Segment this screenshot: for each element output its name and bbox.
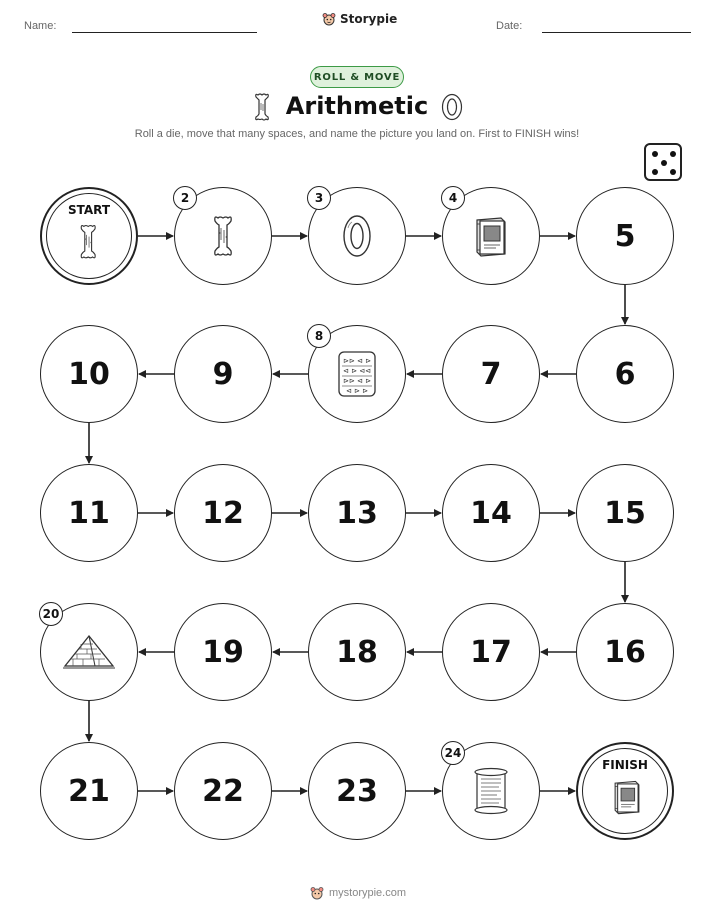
space-number-badge: 4: [441, 186, 465, 210]
board-space-5: [576, 187, 674, 285]
board-space-11: [40, 464, 138, 562]
bone-icon: [211, 214, 235, 258]
space-number: 14: [470, 495, 512, 531]
book-icon: [471, 214, 511, 258]
board-space-6: [576, 325, 674, 423]
board-space-12: [174, 464, 272, 562]
space-number: 18: [336, 634, 378, 670]
cuneiform-tablet-icon: [333, 349, 381, 399]
board-space-14: [442, 464, 540, 562]
space-number: 11: [68, 495, 110, 531]
space-number: 12: [202, 495, 244, 531]
board-space-19: [174, 603, 272, 701]
board-space-3: [308, 187, 406, 285]
board-space-8: [308, 325, 406, 423]
book-icon: [610, 778, 644, 819]
svg-text:⊲ ⊳ ⊲⊲: ⊲ ⊳ ⊲⊲: [343, 367, 371, 375]
finish-label: FINISH: [602, 758, 648, 772]
board-space-13: [308, 464, 406, 562]
footer: [310, 886, 406, 900]
board-space-9: [174, 325, 272, 423]
board-space-15: [576, 464, 674, 562]
svg-text:⊲ ⊳ ⊳: ⊲ ⊳ ⊳: [345, 387, 369, 395]
space-number-badge: 24: [441, 741, 465, 765]
board-space-21: [40, 742, 138, 840]
board-space-18: [308, 603, 406, 701]
space-number: 7: [480, 356, 502, 392]
space-number-badge: 2: [173, 186, 197, 210]
space-number: 6: [614, 356, 636, 392]
space-number: 16: [604, 634, 646, 670]
pyramid-icon: [61, 632, 117, 672]
svg-text:⊳⊳ ⊲ ⊳: ⊳⊳ ⊲ ⊳: [343, 377, 371, 385]
space-number: 19: [202, 634, 244, 670]
board-space-25: [576, 742, 674, 840]
space-number: 23: [336, 773, 378, 809]
board-space-24: [442, 742, 540, 840]
board-space-16: [576, 603, 674, 701]
board-space-7: [442, 325, 540, 423]
board-space-1: [40, 187, 138, 285]
space-number: 5: [614, 218, 636, 254]
date-label: Date:: [496, 20, 523, 32]
board-space-10: [40, 325, 138, 423]
name-label: Name:: [24, 20, 57, 32]
board-space-22: [174, 742, 272, 840]
start-label: START: [67, 203, 111, 217]
roll-and-move-badge: ROLL & MOVE: [310, 66, 404, 88]
space-number-badge: 20: [39, 602, 63, 626]
space-number: 9: [212, 356, 234, 392]
brand-name: Storypie: [340, 12, 398, 26]
mascot-icon: [310, 886, 324, 900]
space-number: 15: [604, 495, 646, 531]
zero-digit-icon: [341, 213, 373, 259]
space-number: 10: [68, 356, 110, 392]
scroll-icon: [469, 766, 513, 816]
footer-site: mystorypie.com: [329, 887, 407, 899]
instructions: Roll a die, move that many spaces, and name the picture you land on. First to FINISH wins!: [134, 128, 580, 140]
space-number: 21: [68, 773, 110, 809]
space-number: 13: [336, 495, 378, 531]
board-space-20: [40, 603, 138, 701]
space-number: 22: [202, 773, 244, 809]
board-space-17: [442, 603, 540, 701]
space-number-badge: 3: [307, 186, 331, 210]
space-number: 17: [470, 634, 512, 670]
svg-text:⊳⊳ ⊲ ⊳: ⊳⊳ ⊲ ⊳: [343, 357, 371, 365]
board-space-2: [174, 187, 272, 285]
bone-icon: [78, 223, 98, 264]
page-title: Arithmetic: [285, 92, 429, 120]
board-space-23: [308, 742, 406, 840]
board-space-4: [442, 187, 540, 285]
space-number-badge: 8: [307, 324, 331, 348]
